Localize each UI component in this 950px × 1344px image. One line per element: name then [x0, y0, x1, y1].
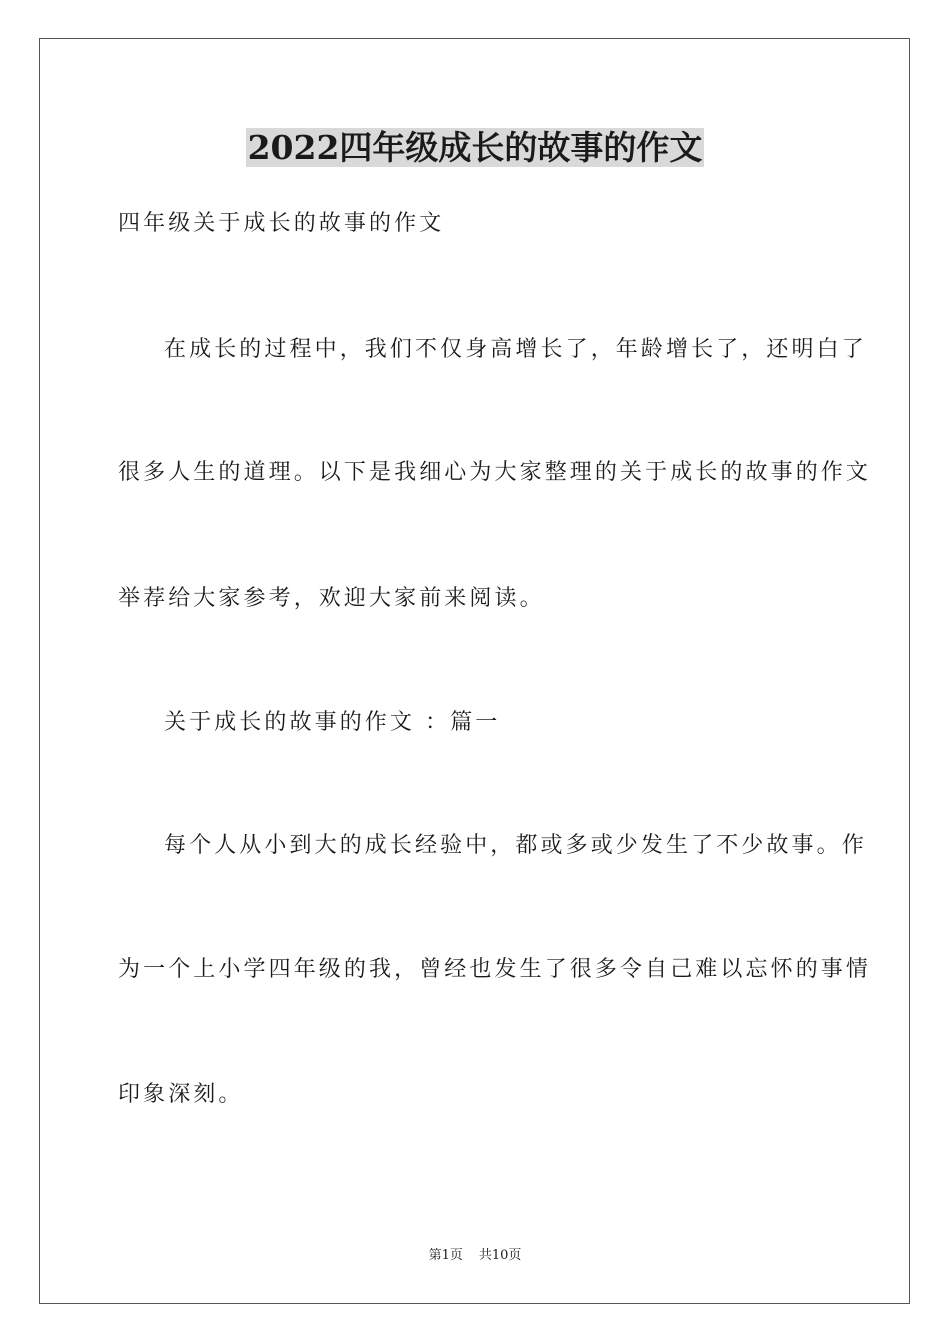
page-footer — [0, 1247, 950, 1265]
paragraph-line-2: 在成长的过程中，我们不仅身高增长了，年龄增长了，还明白了 — [164, 337, 867, 362]
paragraph-line-3: 很多人生的道理。以下是我细心为大家整理的关于成长的故事的作文 — [118, 460, 872, 485]
document-title-text: 2022四年级成长的故事的作文 — [247, 128, 703, 167]
section-heading-line: 关于成长的故事的作文 ：篇一 — [164, 710, 501, 735]
document-title — [0, 124, 950, 172]
paragraph-line-8: 印象深刻。 — [118, 1082, 244, 1107]
paragraph-line-1: 四年级关于成长的故事的作文 — [118, 211, 445, 236]
paragraph-line-4: 举荐给大家参考，欢迎大家前来阅读。 — [118, 586, 545, 611]
page-number-current: 第1页 — [428, 1248, 463, 1263]
paragraph-line-7: 为一个上小学四年级的我，曾经也发生了很多令自己难以忘怀的事情 — [118, 957, 872, 982]
page-number-total: 共10页 — [478, 1248, 522, 1263]
paragraph-line-6: 每个人从小到大的成长经验中，都或多或少发生了不少故事。作 — [164, 833, 867, 858]
